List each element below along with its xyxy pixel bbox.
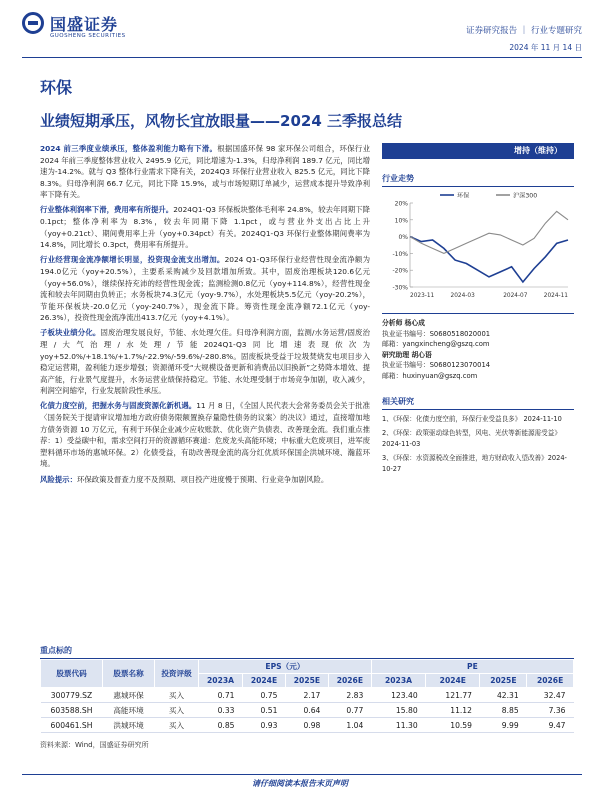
logo-icon xyxy=(22,12,44,34)
x-tick-label: 2023-11 xyxy=(410,293,435,299)
y-tick-label: -20% xyxy=(392,267,408,275)
related-item[interactable]: 3、《环保：水资源税改全面推进，地方财政收入望改善》2024-10-27 xyxy=(382,453,567,473)
pe-value: 15.80 xyxy=(371,703,425,718)
report-type: 证券研究报告 ｜ 行业专题研究 xyxy=(466,26,582,36)
stock-name: 高能环境 xyxy=(103,703,155,718)
pe-value: 10.59 xyxy=(426,718,480,733)
analyst-name: 胡心语 xyxy=(411,350,432,359)
page-header xyxy=(0,0,600,52)
analyst-name: 杨心成 xyxy=(404,319,425,327)
paragraph-text: 11 月 8 日，《全国人民代表大会常务委员会关于批准〈国务院关于提请审议增加地方政府债务限额置换存量隐性债务的议案〉的决议》通过，直接增加地方债务资源 10 万亿元，有利于环保企业减少应收账款、优化资产负债表、改善现金流。我们重点推荐：1）受益碳中和，需求空间打开的资源循环赛道：危废龙头高能环境；中标重大危废项目，进军废塑料循环市场的惠城环保。2）化债受益，有助改善现金流的高分红优质环保国企洪城环境、瀚蓝环境。 xyxy=(40,401,370,469)
eps-value: 0.71 xyxy=(199,688,243,703)
eps-value: 2.17 xyxy=(285,688,328,703)
paragraph xyxy=(40,143,370,201)
eps-value: 1.04 xyxy=(328,718,371,733)
table-source: 资料来源：Wind，国盛证券研究所 xyxy=(40,741,149,749)
sector-title: 环保 xyxy=(40,78,73,97)
brand-name-en: GUOSHENG SECURITIES xyxy=(50,33,126,39)
analyst-role: 分析师 xyxy=(382,319,403,327)
paragraph-lead: 风险提示： xyxy=(40,474,77,484)
trend-heading: 行业走势 xyxy=(382,173,574,187)
summary-body xyxy=(40,143,370,489)
table-row xyxy=(41,718,574,733)
pe-value: 11.30 xyxy=(371,718,425,733)
stock-code: 600461.SH xyxy=(41,718,103,733)
report-date: 2024 年 11 月 14 日 xyxy=(509,43,582,52)
paragraph-lead: 化债力度空前，把握水务与固废资源化新机遇。 xyxy=(40,401,197,411)
footer-divider xyxy=(22,774,582,775)
y-tick-label: 20% xyxy=(394,200,408,208)
paragraph xyxy=(40,254,370,324)
paragraph-text: 2024 Q1-Q3环保行业经营性现金流净额为194.0亿元（yoy+20.5%），主要系采购减少及回款增加所致。其中，固废治理板块120.6亿元（yoy+56.0%），继续保持充沛的经营性现金流；监测检测0.8亿元（yoy+114.8%），经营性现金流和较去年同期由负转正；水务板块74.3亿元（yoy-9.7%），水处理板块5.5亿元（yoy-20.2%），节能环保板块-20.0亿元（yoy-240.7%），现金流下降。筹资性现金流净额72.1亿元（yoy-26.3%），投资性现金流净流出413.7亿元（yoy+4.1%）。 xyxy=(40,255,370,323)
y-tick-label: 10% xyxy=(394,217,408,225)
eps-value: 0.98 xyxy=(285,718,328,733)
year-header: 2025E xyxy=(285,674,328,688)
header-divider xyxy=(22,57,582,58)
pe-value: 8.85 xyxy=(480,703,527,718)
paragraph-text: 固废治理发展良好，节能、水处理欠佳。归母净利润方面，监测/水务运营/固废治理/大气治理/水处理/节能2024Q1-Q3同比增速表现依次为yoy+52.0%/+18.1%/+1.7%/-22.9%/-59.6%/-280.8%。固废板块受益于垃圾焚烧发电项目步入稳定运营期，盈利能力逐步增强；资源循环受“大规模设备更新和消费品以旧换新”之势降本增效、提高产能，行业景气度提升，水务运营业绩保持稳定。节能、水处理受制于市场竞争加剧，收入减少，利润空间缩窄，行业发展阶段性承压。 xyxy=(40,328,370,396)
table-heading: 重点标的 xyxy=(40,645,574,659)
trend-chart xyxy=(382,187,574,305)
eps-value: 0.51 xyxy=(243,703,286,718)
pe-value: 9.47 xyxy=(527,718,574,733)
paragraph-lead: 行业整体利润率下滑，费用率有所提升。 xyxy=(40,205,174,215)
table-header-row xyxy=(41,660,574,674)
legend-label: 沪深300 xyxy=(513,192,538,200)
report-title: 业绩短期承压，风物长宜放眼量——2024 三季报总结 xyxy=(40,112,402,130)
analyst-role: 研究助理 xyxy=(382,350,410,359)
pe-value: 9.99 xyxy=(480,718,527,733)
analyst-email[interactable]: 邮箱：huxinyuan@gszq.com xyxy=(382,371,478,380)
col-header: 股票名称 xyxy=(103,660,155,688)
eps-value: 0.33 xyxy=(199,703,243,718)
paragraph xyxy=(40,327,370,397)
y-tick-label: -30% xyxy=(392,284,408,292)
y-tick-label: -10% xyxy=(392,250,408,258)
brand-name-cn: 国盛证券 xyxy=(50,15,119,34)
x-tick-label: 2024-03 xyxy=(450,293,475,299)
series-line-huanbao xyxy=(410,237,568,282)
year-header: 2024E xyxy=(426,674,480,688)
paragraph-text: 根据国盛环保 98 家环保公司组合，环保行业 2024 年前三季度整体营业收入 2495.9 亿元，同比增速为-1.3%，归母净利润 189.7 亿元，同比增速为-14.2%。就与 Q3 整体行业需求下降有关，2024Q3 环保行业营业收入 825.5 亿元，同比下降 8.3%。归母净利润 66.7 亿元，同比下降 15.9%，或与市场短期订单减少，运营成本提升导致净利率下降有关。 xyxy=(40,144,370,200)
stock-name: 洪城环境 xyxy=(103,718,155,733)
y-tick-label: 0% xyxy=(398,234,408,242)
paragraph xyxy=(40,400,370,470)
related-heading: 相关研究 xyxy=(382,396,574,410)
eps-value: 0.77 xyxy=(328,703,371,718)
related-list xyxy=(382,414,574,475)
analyst-email[interactable]: 邮箱：yangxincheng@gszq.com xyxy=(382,340,490,349)
pe-value: 7.36 xyxy=(527,703,574,718)
pe-value: 121.77 xyxy=(426,688,480,703)
stock-rating: 买入 xyxy=(155,703,199,718)
stock-rating: 买入 xyxy=(155,718,199,733)
stock-table xyxy=(40,659,574,733)
analyst-cert: 执业证书编号：S0680123070014 xyxy=(382,361,491,370)
paragraph xyxy=(40,204,370,250)
paragraph-lead: 子板块业绩分化。 xyxy=(40,328,101,338)
pe-header: PE xyxy=(371,660,573,674)
year-header: 2023A xyxy=(371,674,425,688)
eps-value: 0.75 xyxy=(243,688,286,703)
col-header: 股票代码 xyxy=(41,660,103,688)
eps-value: 0.85 xyxy=(199,718,243,733)
pe-value: 42.31 xyxy=(480,688,527,703)
paragraph xyxy=(40,474,370,486)
paragraph-lead: 行业经营现金流净额增长明显，投资现金流支出增加。 xyxy=(40,255,225,265)
col-header: 投资评级 xyxy=(155,660,199,688)
analyst-entry xyxy=(382,350,574,361)
x-tick-label: 2024-07 xyxy=(503,293,528,299)
analyst-entry xyxy=(382,318,574,329)
year-header: 2023A xyxy=(199,674,243,688)
legend-label: 环保 xyxy=(457,192,470,200)
brand-logo xyxy=(22,12,154,46)
pe-value: 123.40 xyxy=(371,688,425,703)
x-tick-label: 2024-11 xyxy=(543,293,568,299)
stock-rating: 买入 xyxy=(155,688,199,703)
rating-badge: 增持（维持） xyxy=(382,143,574,159)
eps-value: 0.64 xyxy=(285,703,328,718)
year-header: 2024E xyxy=(243,674,286,688)
footer-disclaimer: 请仔细阅读本报告末页声明 xyxy=(252,779,348,788)
paragraph-lead: 2024 前三季度业绩承压，整体盈利能力略有下滑。 xyxy=(40,144,218,153)
eps-header: EPS（元） xyxy=(199,660,372,674)
analyst-block xyxy=(382,313,574,382)
paragraph-text: 环保政策及督查力度不及预期、项目投产进度慢于预期、行业竞争加剧风险。 xyxy=(76,474,329,484)
analyst-cert: 执业证书编号：S0680518020001 xyxy=(382,329,491,338)
year-header: 2025E xyxy=(480,674,527,688)
paragraph-text: 2024Q1-Q3 环保板块整体毛利率 24.8%，较去年同期下降 0.1pct；整体净利率为 8.3%，较去年同期下降 1.1pct，或与营业外支出占比上升（yoy+0.21ct）、期间费用率上升（yoy+0.34pct）有关。2024Q1-Q3 环保行业整体期间费率为 14.8%，同比增长 0.3pct，费用率有所提升。 xyxy=(40,205,370,250)
series-line-hs300 xyxy=(410,211,568,253)
pe-value: 11.12 xyxy=(426,703,480,718)
table-row xyxy=(41,703,574,718)
stock-code: 603588.SH xyxy=(41,703,103,718)
pe-value: 32.47 xyxy=(527,688,574,703)
sidebar xyxy=(382,143,574,478)
stock-code: 300779.SZ xyxy=(41,688,103,703)
related-item[interactable]: 2、《环保：政策驱动绿色转型，风电、光伏等新能源需受益》 2024-11-03 xyxy=(382,428,561,448)
table-row xyxy=(41,688,574,703)
stock-name: 惠城环保 xyxy=(103,688,155,703)
year-header: 2026E xyxy=(328,674,371,688)
eps-value: 2.83 xyxy=(328,688,371,703)
year-header: 2026E xyxy=(527,674,574,688)
trend-chart-svg xyxy=(382,187,574,305)
related-item[interactable]: 1、《环保：化债力度空前，环保行业受益良多》 2024-11-10 xyxy=(382,414,562,423)
eps-value: 0.93 xyxy=(243,718,286,733)
